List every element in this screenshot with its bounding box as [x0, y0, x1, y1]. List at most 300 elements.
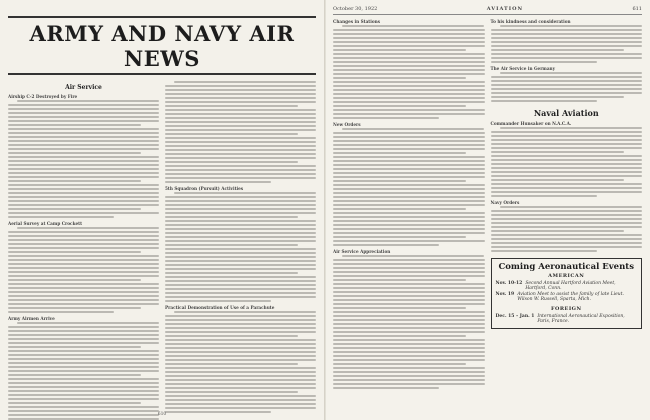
text-line [333, 73, 485, 75]
american-label: AMERICAN [548, 273, 585, 279]
text-line [333, 220, 485, 222]
text-line [165, 292, 316, 294]
coming-events-title: Coming Aeronautical Events [498, 262, 634, 272]
text-line [165, 121, 316, 123]
text-line [8, 267, 159, 269]
text-line [8, 291, 159, 293]
article-lead: Aerial Survey at Camp Crockett [8, 221, 83, 226]
text-line [491, 139, 643, 141]
article-lead: Practical Demonstration of Use of a Parachute [165, 305, 275, 310]
text-line [165, 204, 316, 206]
article-text [333, 255, 485, 389]
text-line [333, 109, 485, 111]
text-line [491, 151, 624, 153]
text-line [165, 157, 316, 159]
article-lead: Air Service Appreciation [333, 249, 391, 254]
article-lead: Changes in Stations [333, 19, 381, 24]
text-line [8, 342, 159, 344]
text-line [491, 214, 643, 216]
text-line [333, 89, 485, 91]
text-line [491, 195, 597, 197]
text-line [165, 248, 316, 250]
text-line [491, 84, 643, 86]
text-line [8, 196, 159, 198]
text-line [8, 172, 159, 174]
text-line [8, 136, 159, 138]
text-line [165, 300, 271, 302]
text-line [491, 49, 624, 51]
article-lead: Airship C-2 Destroyed by Fire [8, 94, 78, 99]
text-line [333, 85, 485, 87]
text-line [165, 133, 298, 135]
text-line [165, 272, 298, 274]
text-line [8, 180, 141, 182]
text-line [8, 231, 159, 233]
text-line [491, 187, 643, 189]
text-line [491, 143, 643, 145]
text-line [491, 210, 643, 212]
text-line [342, 255, 484, 257]
text-line [491, 171, 643, 173]
text-line [165, 165, 316, 167]
text-line [333, 295, 485, 297]
article-text [333, 25, 485, 119]
foreign-label: FOREIGN [550, 305, 582, 312]
page-gutter [324, 0, 326, 420]
text-line [8, 188, 159, 190]
text-line [491, 191, 643, 193]
text-line [165, 200, 316, 202]
text-line [165, 284, 316, 286]
text-line [165, 161, 298, 163]
event-text: Second Annual Hartford Aviation Meet, Hartford, Conn. [525, 281, 616, 292]
text-line [491, 155, 643, 157]
text-line [8, 152, 141, 154]
naval-aviation-heading: Naval Aviation [533, 108, 599, 118]
right-columns [333, 19, 642, 389]
text-line [8, 271, 159, 273]
text-line [8, 275, 159, 277]
text-line [333, 367, 485, 369]
text-line [333, 323, 485, 325]
article-text [165, 81, 316, 183]
text-line [8, 204, 159, 206]
text-line [491, 179, 624, 181]
event-date: Nov. 10-12 [495, 281, 523, 286]
text-line [333, 69, 485, 71]
text-line [165, 101, 316, 103]
text-line [333, 45, 485, 47]
text-line [333, 351, 485, 353]
text-line [333, 81, 485, 83]
text-line [165, 117, 316, 119]
text-line [165, 363, 298, 365]
text-line [165, 335, 298, 337]
text-line [491, 159, 643, 161]
text-line [8, 366, 159, 368]
text-line [165, 399, 316, 401]
text-line [491, 222, 643, 224]
text-line [8, 148, 159, 150]
text-line [8, 402, 141, 404]
text-line [333, 319, 485, 321]
text-line [333, 371, 485, 373]
text-line [333, 132, 485, 134]
text-line [165, 276, 316, 278]
text-line [8, 184, 159, 186]
text-line [165, 149, 316, 151]
text-line [333, 41, 485, 43]
text-line [8, 283, 159, 285]
text-line [8, 208, 141, 210]
text-line [8, 326, 159, 328]
text-line [8, 216, 114, 218]
text-line [491, 147, 643, 149]
right-column-2 [491, 19, 643, 389]
text-line [491, 246, 643, 248]
text-line [333, 77, 466, 79]
text-line [491, 135, 643, 137]
text-line [165, 173, 316, 175]
article-lead: Navy Orders [490, 200, 520, 205]
article-lead: Commander Hunsaker on N.A.C.A. [490, 121, 572, 126]
text-line [8, 212, 159, 214]
text-line [491, 131, 643, 133]
text-line [333, 355, 485, 357]
text-line [165, 327, 316, 329]
text-line [165, 359, 316, 361]
text-line [333, 224, 485, 226]
text-line [333, 228, 485, 230]
text-line [8, 128, 159, 130]
text-line [500, 127, 642, 129]
text-line [333, 331, 485, 333]
text-line [165, 216, 298, 218]
text-line [491, 57, 643, 59]
text-line [333, 335, 466, 337]
text-line [174, 192, 316, 194]
text-line [333, 29, 485, 31]
text-line [174, 81, 316, 83]
text-line [491, 175, 643, 177]
text-line [165, 129, 316, 131]
text-line [333, 387, 439, 389]
text-line [165, 125, 316, 127]
left-columns [8, 81, 316, 420]
text-line [491, 53, 643, 55]
text-line [165, 375, 316, 377]
text-line [333, 172, 485, 174]
text-line [333, 283, 485, 285]
text-line [333, 275, 485, 277]
text-line [8, 247, 159, 249]
text-line [333, 188, 485, 190]
text-line [333, 105, 466, 107]
text-line [333, 279, 466, 281]
text-line [165, 240, 316, 242]
text-line [8, 263, 159, 265]
text-line [333, 53, 485, 55]
text-line [8, 279, 141, 281]
event-date: Dec. 15 – Jan. 1 [495, 313, 535, 319]
text-line [8, 350, 159, 352]
text-line [165, 109, 316, 111]
header-title: AVIATION [486, 6, 524, 12]
text-line [500, 72, 642, 74]
text-line [165, 177, 316, 179]
text-line [165, 228, 316, 230]
article-text [491, 206, 643, 252]
text-line [165, 256, 316, 258]
text-line [8, 299, 159, 301]
text-line [333, 37, 485, 39]
text-line [333, 271, 485, 273]
text-line [333, 263, 485, 265]
air-service-heading: Air Service [65, 84, 102, 91]
text-line [333, 291, 485, 293]
text-line [491, 163, 643, 165]
text-line [8, 200, 159, 202]
text-line [165, 371, 316, 373]
text-line [165, 181, 271, 183]
text-line [17, 100, 159, 102]
masthead [8, 16, 316, 75]
article-lead: To his kindness and consideration [490, 19, 571, 24]
text-line [491, 218, 643, 220]
header-page-number: 611 [632, 6, 642, 12]
text-line [333, 259, 485, 261]
event-item [496, 292, 638, 303]
text-line [8, 164, 159, 166]
text-line [491, 41, 643, 43]
text-line [491, 80, 643, 82]
text-line [333, 61, 485, 63]
text-line [165, 288, 316, 290]
event-item [496, 281, 638, 292]
text-line [165, 196, 316, 198]
text-line [165, 387, 316, 389]
text-line [17, 322, 159, 324]
text-line [165, 343, 316, 345]
text-line [333, 33, 485, 35]
text-line [8, 330, 159, 332]
text-line [333, 232, 485, 234]
text-line [165, 137, 316, 139]
text-line [333, 164, 485, 166]
text-line [8, 394, 159, 396]
text-line [8, 160, 159, 162]
text-line [8, 295, 159, 297]
article-text [491, 25, 643, 63]
text-line [8, 144, 159, 146]
text-line [8, 362, 159, 364]
text-line [8, 235, 159, 237]
article-lead: New Orders [333, 122, 361, 127]
text-line [165, 379, 316, 381]
article-text [333, 128, 485, 246]
text-line [165, 220, 316, 222]
text-line [333, 156, 485, 158]
event-text: International Aeronautical Exposition, Paris, France. [537, 313, 625, 325]
text-line [8, 390, 159, 392]
text-line [333, 180, 466, 182]
text-line [333, 204, 485, 206]
text-line [165, 105, 298, 107]
text-line [8, 132, 159, 134]
article-text [491, 72, 643, 102]
text-line [165, 93, 316, 95]
text-line [333, 299, 485, 301]
text-line [165, 224, 316, 226]
text-line [333, 97, 485, 99]
text-line [333, 363, 466, 365]
text-line [491, 37, 643, 39]
text-line [165, 260, 316, 262]
text-line [333, 196, 485, 198]
text-line [8, 156, 159, 158]
text-line [8, 140, 159, 142]
text-line [491, 45, 643, 47]
text-line [165, 145, 316, 147]
text-line [165, 85, 316, 87]
text-line [500, 206, 642, 208]
text-line [333, 383, 485, 385]
text-line [333, 216, 485, 218]
text-line [491, 250, 597, 252]
text-line [491, 92, 643, 94]
text-line [8, 334, 159, 336]
text-line [333, 192, 485, 194]
text-line [333, 49, 466, 51]
text-line [333, 101, 485, 103]
text-line [8, 251, 141, 253]
text-line [491, 242, 643, 244]
text-line [333, 168, 485, 170]
text-line [342, 128, 484, 130]
article-text [8, 322, 159, 420]
text-line [8, 307, 141, 309]
article-text [8, 100, 159, 218]
text-line [165, 232, 316, 234]
text-line [165, 355, 316, 357]
text-line [8, 374, 141, 376]
text-line [8, 386, 159, 388]
text-line [165, 268, 316, 270]
article-text [8, 227, 159, 313]
text-line [491, 100, 597, 102]
text-line [333, 200, 485, 202]
text-line [165, 153, 316, 155]
text-line [333, 311, 485, 313]
text-line [8, 255, 159, 257]
event-item [496, 314, 638, 325]
event-date: Nov. 19 [495, 291, 515, 297]
text-line [165, 236, 316, 238]
text-line [491, 76, 643, 78]
text-line [8, 176, 159, 178]
text-line [333, 307, 466, 309]
text-line [333, 315, 485, 317]
right-column-1 [333, 19, 485, 389]
running-header [333, 6, 642, 15]
article-lead: 5th Squadron (Pursuit) Activities [165, 186, 244, 191]
coming-events-box [491, 258, 643, 329]
text-line [165, 319, 316, 321]
text-line [165, 169, 316, 171]
text-line [333, 65, 485, 67]
text-line [333, 208, 466, 210]
text-line [165, 280, 316, 282]
text-line [333, 267, 485, 269]
text-line [342, 25, 484, 27]
text-line [333, 212, 485, 214]
text-line [8, 346, 141, 348]
text-line [333, 140, 485, 142]
text-line [165, 351, 316, 353]
text-line [165, 391, 298, 393]
text-line [165, 296, 316, 298]
text-line [491, 88, 643, 90]
text-line [500, 25, 642, 27]
article-lead: Army Airmen Arrive [8, 316, 55, 321]
text-line [333, 113, 485, 115]
text-line [165, 244, 298, 246]
page-number: 610 [157, 412, 167, 417]
text-line [333, 144, 485, 146]
text-line [491, 96, 624, 98]
text-line [165, 395, 316, 397]
text-line [165, 97, 316, 99]
text-line [165, 367, 316, 369]
text-line [165, 331, 316, 333]
text-line [333, 347, 485, 349]
text-line [165, 407, 316, 409]
text-line [333, 287, 485, 289]
text-line [8, 108, 159, 110]
text-line [333, 152, 466, 154]
text-line [8, 303, 159, 305]
text-line [8, 354, 159, 356]
text-line [8, 378, 159, 380]
text-line [165, 383, 316, 385]
text-line [8, 382, 159, 384]
text-line [333, 343, 485, 345]
left-column-1 [8, 81, 159, 420]
text-line [8, 112, 159, 114]
text-line [8, 358, 159, 360]
text-line [8, 116, 159, 118]
text-line [8, 192, 159, 194]
text-line [8, 338, 159, 340]
left-column-2 [165, 81, 316, 420]
text-line [165, 347, 316, 349]
text-line [333, 375, 485, 377]
text-line [333, 303, 485, 305]
text-line [333, 379, 485, 381]
text-line [165, 264, 316, 266]
text-line [333, 339, 485, 341]
article-text [165, 192, 316, 302]
text-line [333, 240, 485, 242]
text-line [333, 136, 485, 138]
text-line [333, 148, 485, 150]
text-line [8, 243, 159, 245]
text-line [165, 315, 316, 317]
text-line [491, 61, 597, 63]
text-line [491, 33, 643, 35]
article-text [165, 311, 316, 413]
text-line [333, 244, 439, 246]
